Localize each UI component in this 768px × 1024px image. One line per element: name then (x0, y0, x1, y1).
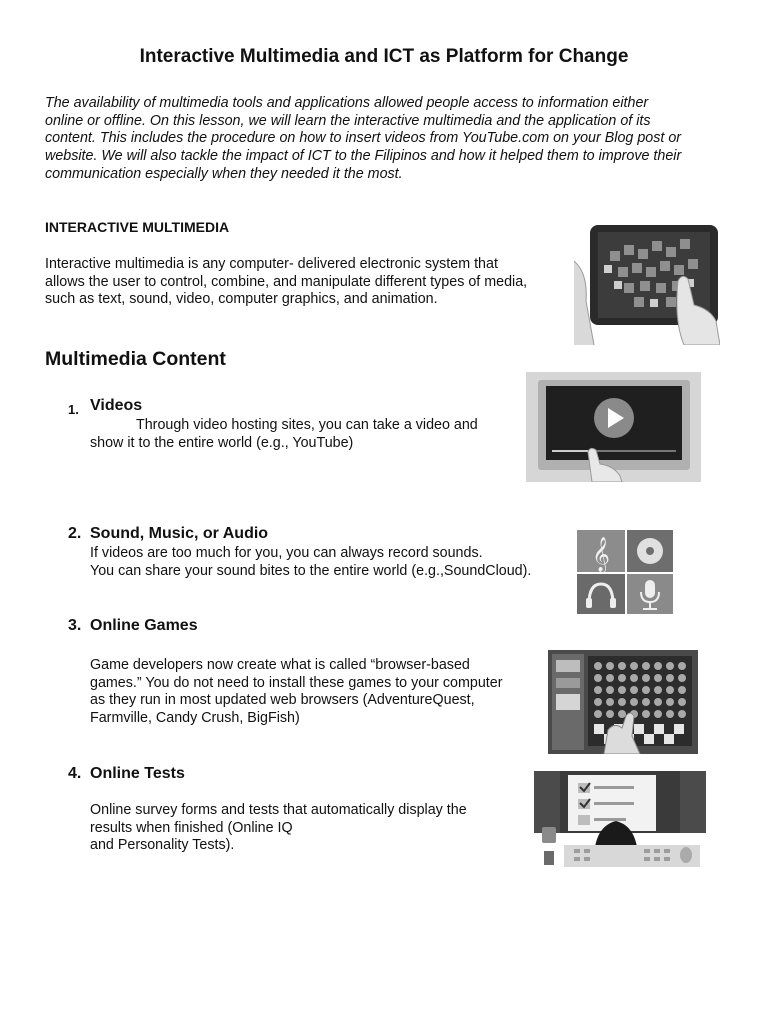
item-line: as they run in most updated web browsers (AdventureQuest, (90, 692, 475, 709)
item-line: You can share your sound bites to the entire world (e.g.,SoundCloud). (90, 562, 532, 579)
item-line: Through video hosting sites, you can take a video and (136, 417, 478, 433)
svg-text:𝄞: 𝄞 (592, 537, 610, 572)
page-title: Interactive Multimedia and ICT as Platform for Change (139, 46, 629, 67)
item-title-sound: Sound, Music, or Audio (90, 525, 269, 542)
item-title-tests: Online Tests (90, 765, 185, 782)
interactive-multimedia-paragraph (45, 256, 565, 309)
item-line: results when finished (Online IQ (90, 819, 293, 836)
item-line: If videos are too much for you, you can always record sounds. (90, 545, 483, 561)
item-body-games (90, 657, 540, 728)
item-line: and Personality Tests). (90, 837, 235, 854)
item-body-videos (90, 417, 520, 452)
list-number: 2. (68, 525, 82, 542)
item-body-sound (90, 545, 570, 580)
intro-line: online or offline. On this lesson, we will learn the interactive multimedia and the application of its (45, 112, 651, 129)
browser-game-image (548, 650, 698, 754)
list-number: 1. (68, 402, 79, 417)
tablet-apps-image (574, 221, 720, 345)
item-line: show it to the entire world (e.g., YouTube) (90, 434, 354, 451)
item-line: Game developers now create what is called “browser-based (90, 657, 470, 673)
item-line: Online survey forms and tests that automatically display the (90, 802, 467, 818)
paragraph-line: Interactive multimedia is any computer- delivered electronic system that (45, 256, 498, 272)
multimedia-content-heading: Multimedia Content (45, 348, 226, 370)
item-line: Farmville, Candy Crush, BigFish) (90, 710, 300, 727)
intro-line: website. We will also tackle the impact of ICT to the Filipinos and how it helped them to improve their (45, 148, 682, 165)
intro-paragraph (45, 95, 725, 184)
audio-icons-image (573, 526, 677, 618)
item-title-videos: Videos (90, 397, 143, 414)
item-title-games: Online Games (90, 617, 198, 634)
intro-line: The availability of multimedia tools and applications allowed people access to information either (45, 95, 649, 111)
video-player-image (526, 372, 701, 482)
list-number: 4. (68, 765, 82, 782)
paragraph-line: such as text, sound, video, computer graphics, and animation. (45, 291, 438, 308)
list-number: 3. (68, 617, 82, 634)
item-line: games.” You do not need to install these games to your computer (90, 674, 503, 691)
paragraph-line: allows the user to control, combine, and manipulate different types of media, (45, 273, 528, 290)
intro-line: communication especially when they needed it the most. (45, 165, 403, 182)
interactive-multimedia-heading: INTERACTIVE MULTIMEDIA (45, 219, 230, 235)
item-body-tests (90, 802, 530, 855)
online-test-image (534, 771, 706, 867)
intro-line: content. This includes the procedure on how to insert videos from YouTube.com on your Blog post or (45, 130, 682, 147)
